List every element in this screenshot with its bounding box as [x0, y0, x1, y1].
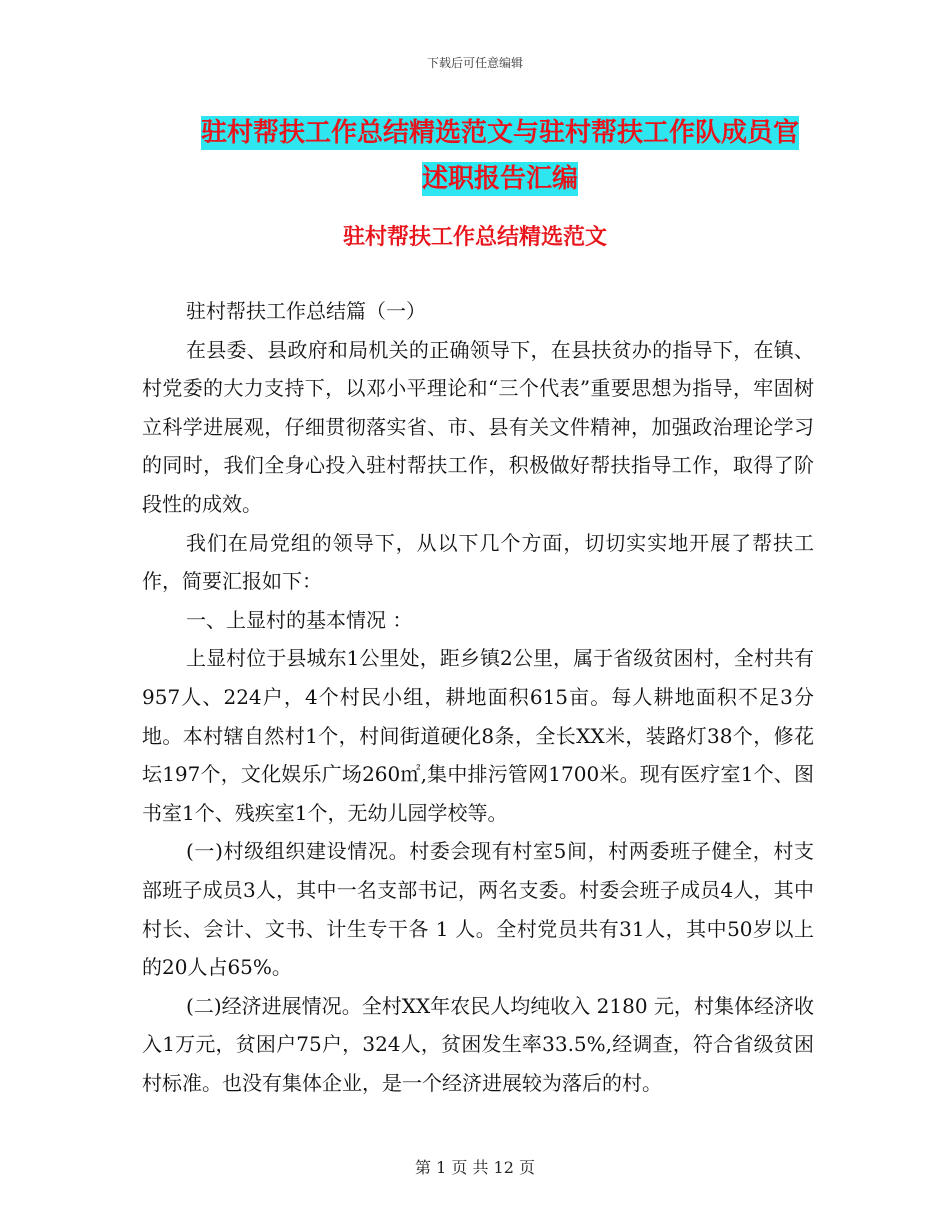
section-title: 驻村帮扶工作总结精选范文 [342, 224, 607, 250]
paragraph: 在县委、县政府和局机关的正确领导下，在县扶贫办的指导下，在镇、村党委的大力支持下，以邓小平理论和“三个代表”重要思想为指导，牢固树立科学进展观，仔细贯彻落实省、市、县有关文件精神，加强政治理论学习的同时，我们全身心投入驻村帮扶工作，积极做好帮扶指导工作，取得了阶段性的成效。 [142, 337, 814, 516]
paragraph: 我们在局党组的领导下，从以下几个方面，切切实实地开展了帮扶工作，简要汇报如下： [142, 530, 814, 594]
page-indicator: 第 1 页 共 12 页 [415, 1158, 535, 1177]
paragraph-subheading: 驻村帮扶工作总结篇（一） [186, 299, 426, 323]
paragraph: (二)经济进展情况。全村XX年农民人均纯收入 2180 元，村集体经济收入1万元，贫困户75户，324人，贫困发生率33.5%,经调查，符合省级贫困村标准。也没有集体企业，是一个经济进展较为落后的村。 [142, 993, 814, 1095]
document-body [142, 292, 814, 1102]
document-title [190, 110, 810, 202]
document-title-line-1: 驻村帮扶工作总结精选范文与驻村帮扶工作队成员官 [200, 118, 799, 148]
header-note: 下载后可任意编辑 [426, 56, 523, 70]
paragraph: (一)村级组织建设情况。村委会现有村室5间，村两委班子健全，村支部班子成员3人，其中一名支部书记，两名支委。村委会班子成员4人，其中村长、会计、文书、计生专干各 1 人。全村党员共有31人，其中50岁以上的20人占65%。 [142, 839, 814, 980]
document-title-line-2: 述职报告汇编 [421, 164, 578, 194]
paragraph: 上显村位于县城东1公里处，距乡镇2公里，属于省级贫困村，全村共有957人、224户，4个村民小组，耕地面积615亩。每人耕地面积不足3分地。本村辖自然村1个，村间街道硬化8条，全长XX米，装路灯38个，修花坛197个，文化娱乐广场260㎡,集中排污管网1700米。现有医疗室1个、图书室1个、残疾室1个，无幼儿园学校等。 [142, 646, 814, 825]
paragraph-heading: 一、上显村的基本情况 ： [186, 607, 413, 632]
